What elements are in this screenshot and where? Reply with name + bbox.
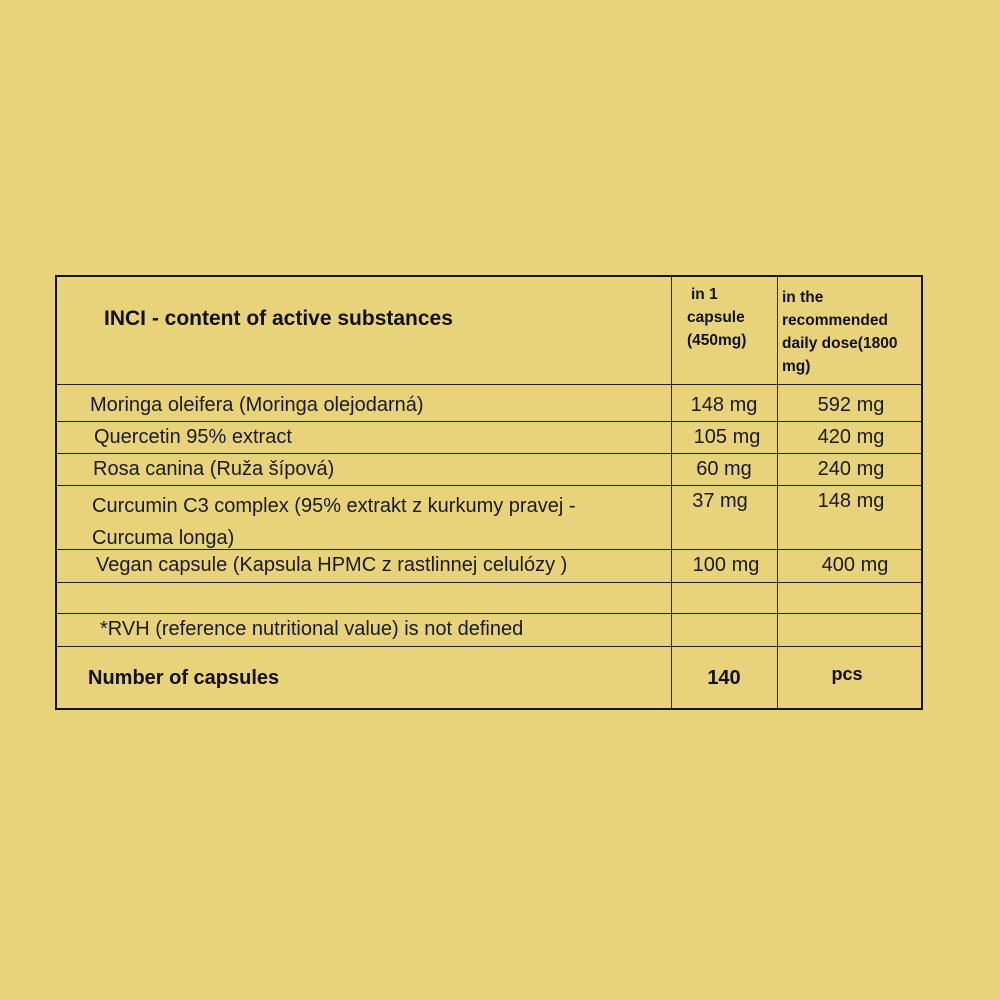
capsule-count-unit: pcs: [831, 664, 863, 684]
ingredient-name: Moringa oleifera (Moringa olejodarná): [90, 394, 424, 416]
row-divider: [57, 485, 921, 486]
header-capsule: in 1 capsule (450mg): [687, 286, 747, 349]
ingredient-name: Vegan capsule (Kapsula HPMC z rastlinnej celulózy ): [96, 554, 568, 576]
header-daily-dose: in the recommended daily dose(1800 mg): [782, 289, 898, 375]
capsule-count: 140: [707, 667, 741, 689]
capsule-amount: 60 mg: [696, 458, 752, 480]
capsule-count-label: Number of capsules: [88, 667, 280, 689]
daily-amount: 420 mg: [817, 426, 885, 448]
daily-amount: 592 mg: [817, 394, 885, 416]
ingredient-name: Quercetin 95% extract: [94, 426, 292, 448]
row-divider: [57, 582, 921, 583]
capsule-amount: 105 mg: [693, 426, 761, 448]
row-divider: [57, 421, 921, 422]
row-divider: [57, 453, 921, 454]
ingredient-name: Rosa canina (Ruža šípová): [93, 458, 335, 480]
row-divider: [57, 384, 921, 385]
daily-amount: 148 mg: [817, 490, 885, 512]
rvh-note: *RVH (reference nutritional value) is not defined: [100, 618, 524, 640]
table-title: INCI - content of active substances: [104, 307, 453, 330]
daily-amount: 240 mg: [817, 458, 885, 480]
capsule-amount: 100 mg: [692, 554, 760, 576]
row-divider: [57, 646, 921, 647]
capsule-amount: 37 mg: [692, 490, 748, 512]
capsule-amount: 148 mg: [690, 394, 758, 416]
ingredient-name: Curcumin C3 complex (95% extrakt z kurkumy pravej - Curcuma longa): [92, 495, 576, 549]
row-divider: [57, 613, 921, 614]
daily-amount: 400 mg: [821, 554, 889, 576]
column-divider: [777, 277, 778, 708]
ingredients-table: [55, 275, 923, 710]
